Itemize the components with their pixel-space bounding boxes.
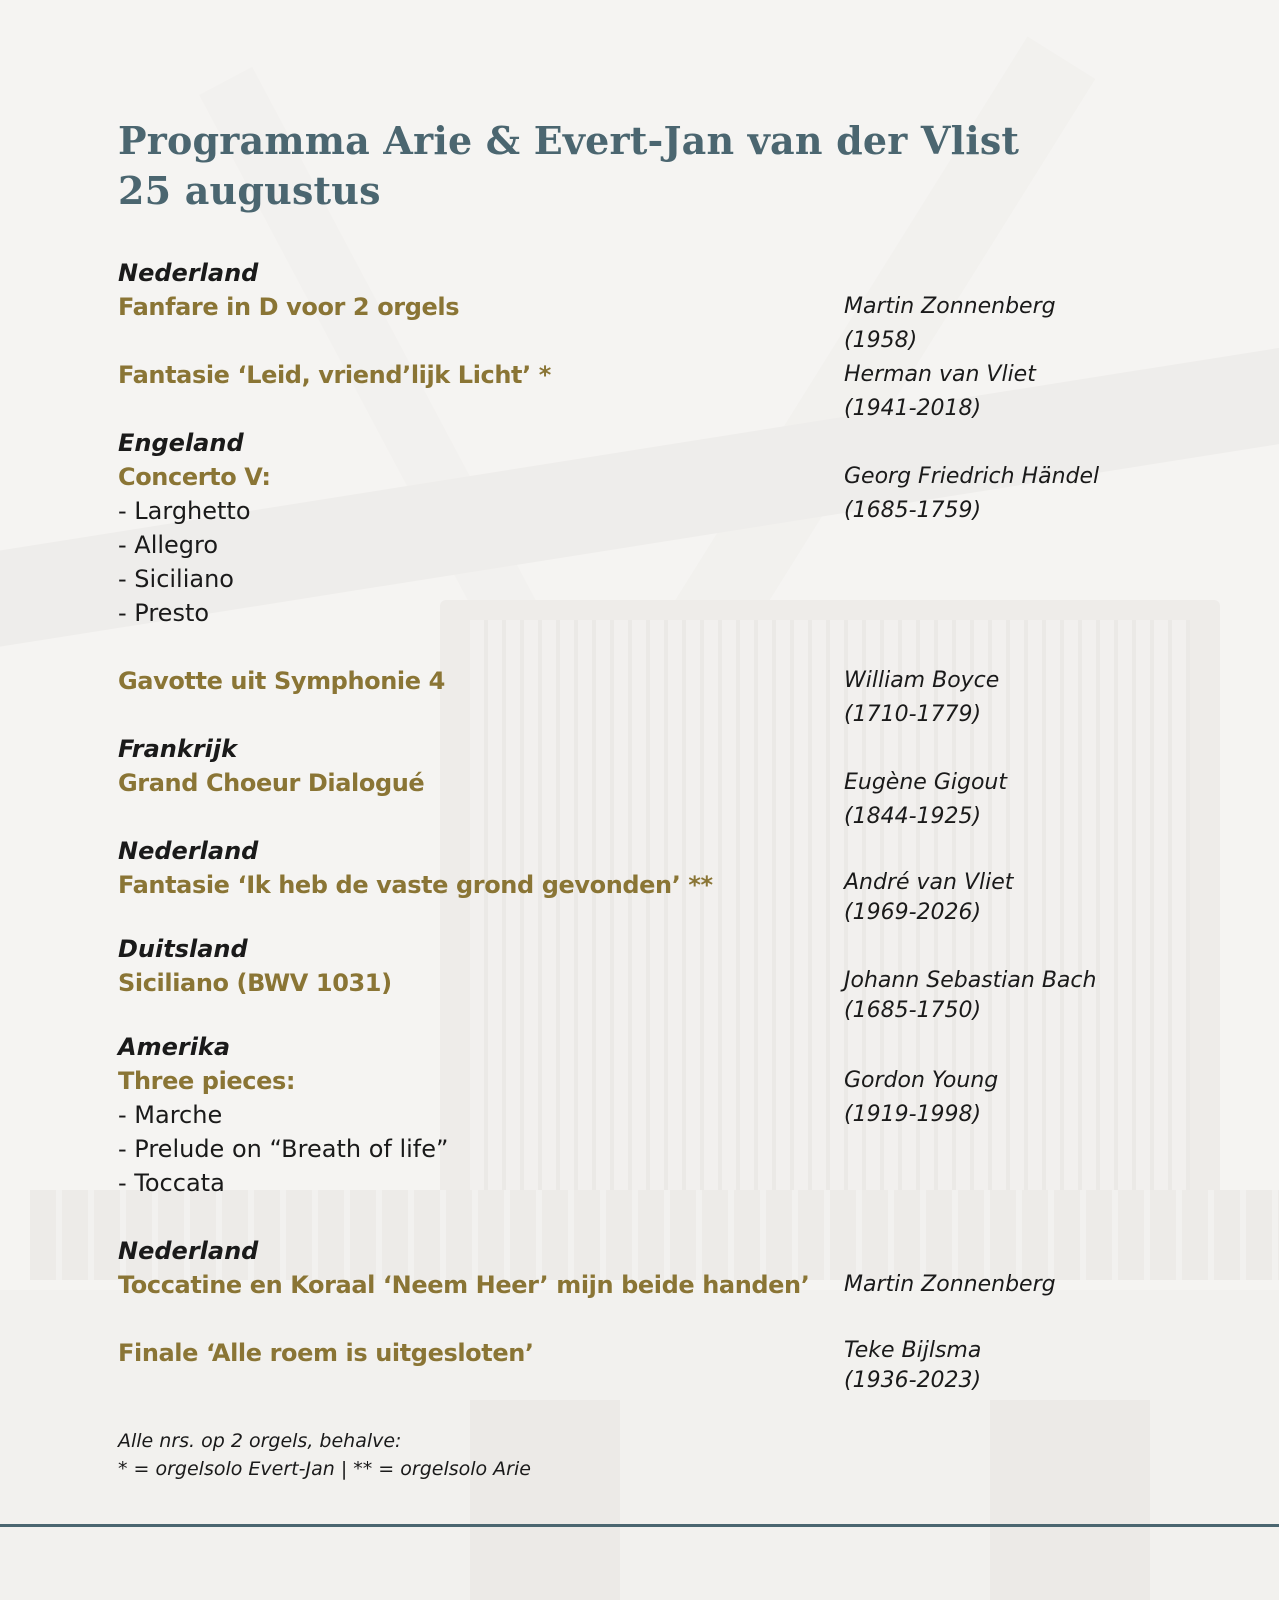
piece-title: Three pieces:: [118, 1067, 296, 1095]
country-heading: Frankrijk: [118, 735, 238, 763]
country-heading: Engeland: [118, 429, 244, 457]
composer: [844, 460, 1099, 528]
composer-name: Martin Zonnenberg: [844, 1272, 1056, 1297]
bottom-divider: [0, 1524, 1279, 1527]
country-heading: Nederland: [118, 837, 259, 865]
composer-name: Herman van Vliet: [844, 362, 1036, 387]
composer-name: Georg Friedrich Händel: [844, 464, 1100, 489]
composer-years: (1685-1750): [844, 998, 982, 1023]
piece-title: Fanfare in D voor 2 orgels: [118, 293, 460, 321]
piece-title: Finale ‘Alle roem is uitgesloten’: [118, 1339, 534, 1367]
composer: [844, 868, 1013, 928]
composer: [844, 966, 1096, 1026]
country-heading: Nederland: [118, 259, 259, 287]
composer-years: (1969-2026): [844, 900, 982, 925]
movement: - Marche: [118, 1101, 223, 1129]
movement: - Prelude on “Breath of life”: [118, 1135, 449, 1163]
piece-title: Fantasie ‘Ik heb de vaste grond gevonden’ **: [118, 871, 713, 899]
composer: [844, 1268, 1056, 1302]
composer-name: William Boyce: [844, 668, 1000, 693]
composer-name: Gordon Young: [844, 1068, 999, 1093]
composer-years: (1941-2018): [844, 396, 982, 421]
country-heading: Amerika: [118, 1033, 231, 1061]
movement: - Larghetto: [118, 497, 251, 525]
piece-title: Grand Choeur Dialogué: [118, 769, 425, 797]
piece-title: Concerto V:: [118, 463, 271, 491]
composer-years: (1685-1759): [844, 498, 982, 523]
piece-title: Gavotte uit Symphonie 4: [118, 667, 445, 695]
composer-years: (1710-1779): [844, 702, 982, 727]
composer-name: Eugène Gigout: [844, 770, 1007, 795]
country-heading: Nederland: [118, 1237, 259, 1265]
composer-years: (1958): [844, 328, 918, 353]
footnote-line-2: * = orgelsolo Evert-Jan | ** = orgelsolo Arie: [118, 1458, 531, 1480]
composer: [844, 290, 1056, 358]
footnote-line-1: Alle nrs. op 2 orgels, behalve:: [118, 1430, 402, 1452]
title-line-1: Programma Arie & Evert-Jan van der Vlist: [118, 118, 1020, 163]
composer-name: André van Vliet: [844, 870, 1014, 895]
page-title: [118, 116, 1019, 216]
movement: - Siciliano: [118, 565, 234, 593]
piece-title: Fantasie ‘Leid, vriend’lijk Licht’ *: [118, 361, 551, 389]
composer: [844, 766, 1007, 834]
composer: [844, 358, 1036, 426]
piece-title: Toccatine en Koraal ‘Neem Heer’ mijn beide handen’: [118, 1271, 810, 1299]
country-heading: Duitsland: [118, 935, 248, 963]
title-line-2: 25 augustus: [118, 168, 381, 213]
composer-years: (1936-2023): [844, 1368, 982, 1393]
footnote: [118, 1427, 531, 1483]
piece-title: Siciliano (BWV 1031): [118, 969, 392, 997]
composer: [844, 1064, 998, 1132]
composer-name: Johann Sebastian Bach: [844, 968, 1097, 993]
composer-name: Teke Bijlsma: [844, 1338, 982, 1363]
composer: [844, 664, 999, 732]
composer-years: (1844-1925): [844, 804, 982, 829]
composer: [844, 1336, 981, 1396]
composer-years: (1919-1998): [844, 1102, 982, 1127]
composer-name: Martin Zonnenberg: [844, 294, 1056, 319]
movement: - Allegro: [118, 531, 219, 559]
movement: - Toccata: [118, 1169, 225, 1197]
movement: - Presto: [118, 599, 210, 627]
